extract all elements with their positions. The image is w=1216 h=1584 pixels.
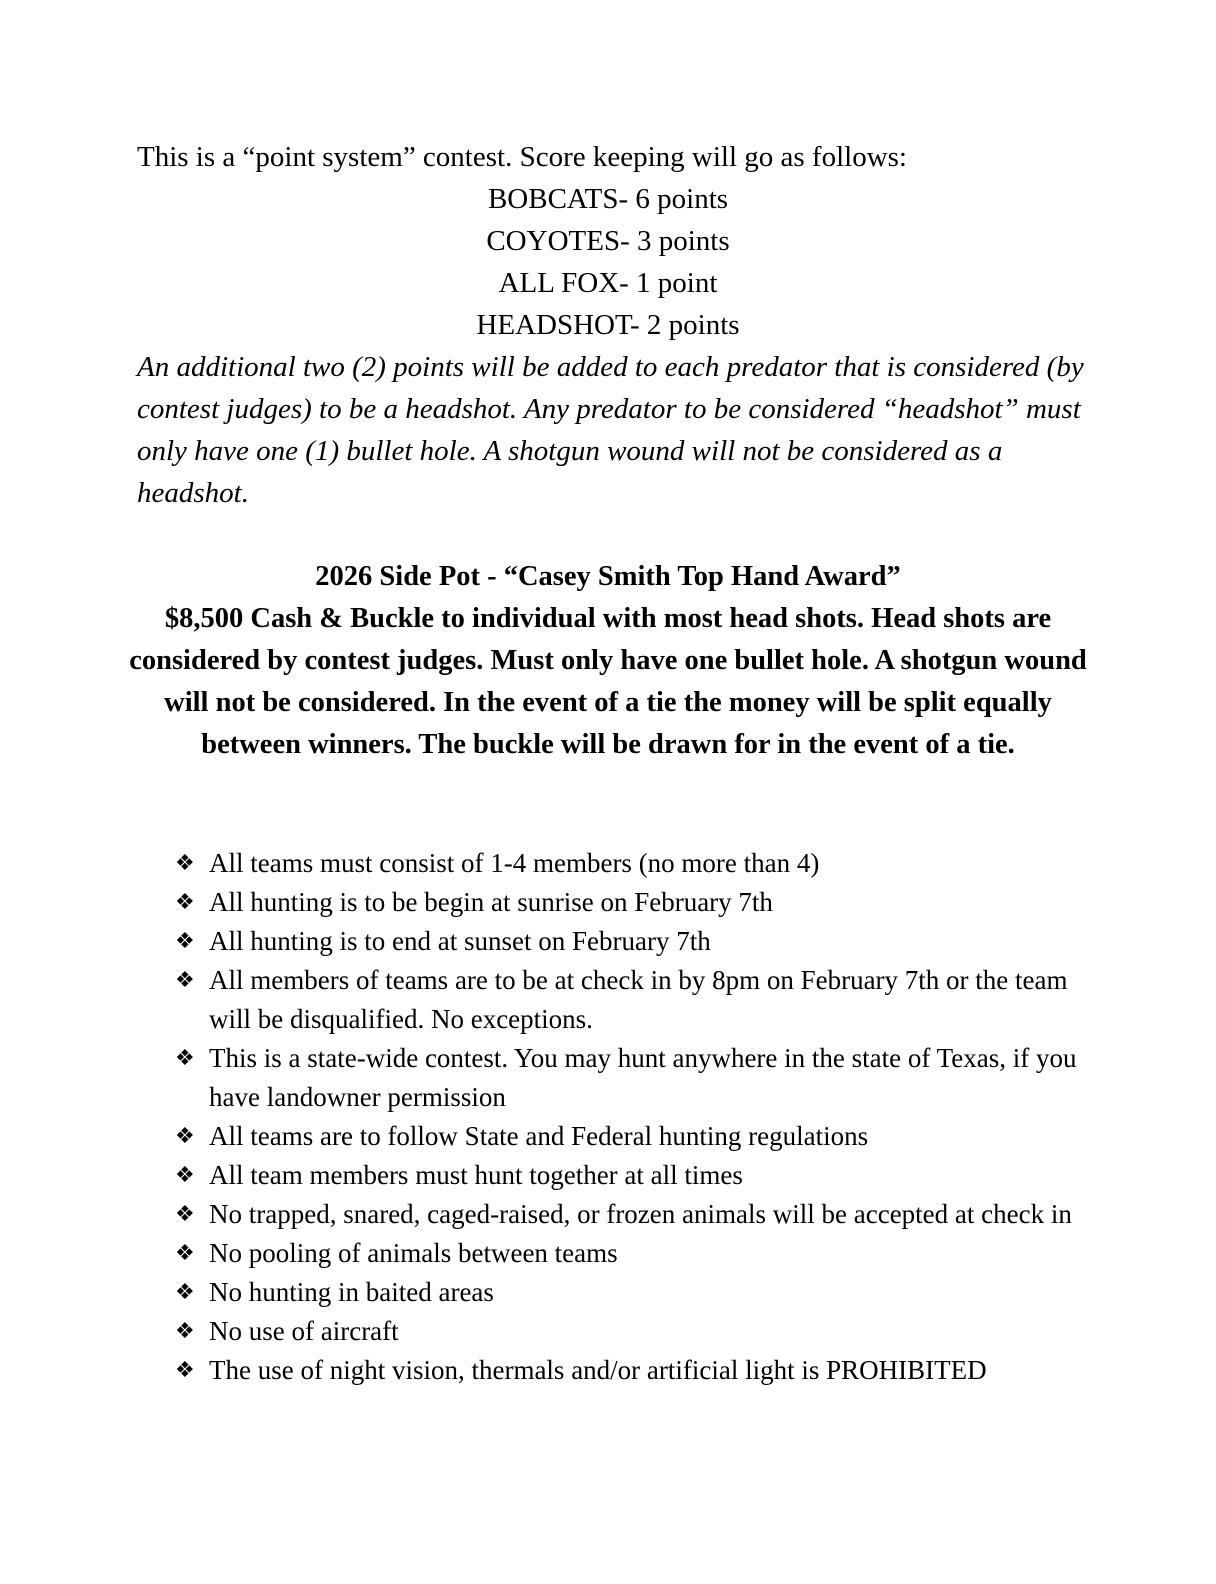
- score-line-headshot: HEADSHOT- 2 points: [476, 309, 740, 341]
- side-pot-title: 2026 Side Pot - “Casey Smith Top Hand Award”: [315, 561, 901, 592]
- rule-text: All hunting is to end at sunset on February 7th: [209, 926, 711, 956]
- list-item: [175, 961, 1095, 1039]
- score-line-coyotes: COYOTES- 3 points: [486, 225, 730, 257]
- list-item: [175, 844, 1095, 883]
- rule-text: No trapped, snared, caged-raised, or frozen animals will be accepted at check in: [209, 1199, 1072, 1229]
- list-item: [175, 922, 1095, 961]
- rule-text: No use of aircraft: [209, 1316, 399, 1346]
- diamond-bullet-icon: ❖: [175, 1319, 195, 1344]
- diamond-bullet-icon: ❖: [175, 1046, 195, 1071]
- list-item: [175, 1195, 1095, 1234]
- side-pot-section: [120, 556, 1096, 766]
- diamond-bullet-icon: ❖: [175, 1124, 195, 1149]
- diamond-bullet-icon: ❖: [175, 968, 195, 993]
- diamond-bullet-icon: ❖: [175, 1280, 195, 1305]
- list-item: [175, 1039, 1095, 1117]
- headshot-note: An additional two (2) points will be added to each predator that is considered (by contest judges) to be a headshot. Any predator to be considered “headshot” must only have one (1) bullet hole. A shotgun wound will not be considered as a headshot.: [137, 351, 1084, 509]
- score-list: [0, 178, 1216, 346]
- score-line-fox: ALL FOX- 1 point: [498, 267, 718, 299]
- list-item: [175, 1234, 1095, 1273]
- rule-text: All teams are to follow State and Federal hunting regulations: [209, 1121, 869, 1151]
- list-item: [175, 1117, 1095, 1156]
- rules-list: [175, 844, 1095, 1390]
- rule-text: All hunting is to be begin at sunrise on February 7th: [209, 887, 773, 917]
- rule-text: All team members must hunt together at all times: [209, 1160, 743, 1190]
- diamond-bullet-icon: ❖: [175, 851, 195, 876]
- diamond-bullet-icon: ❖: [175, 1358, 195, 1383]
- list-item: [175, 1312, 1095, 1351]
- rule-text: No pooling of animals between teams: [209, 1238, 618, 1268]
- list-item: [175, 1351, 1095, 1390]
- diamond-bullet-icon: ❖: [175, 1241, 195, 1266]
- list-item: [175, 1156, 1095, 1195]
- diamond-bullet-icon: ❖: [175, 1163, 195, 1188]
- rule-text: This is a state-wide contest. You may hunt anywhere in the state of Texas, if you have landowner permission: [209, 1043, 1077, 1112]
- intro-text: This is a “point system” contest. Score keeping will go as follows:: [137, 141, 907, 173]
- list-item: [175, 1273, 1095, 1312]
- rule-text: No hunting in baited areas: [209, 1277, 494, 1307]
- rule-text: All teams must consist of 1-4 members (no more than 4): [209, 848, 820, 878]
- diamond-bullet-icon: ❖: [175, 890, 195, 915]
- side-pot-body: $8,500 Cash & Buckle to individual with most head shots. Head shots are considered by contest judges. Must only have one bullet hole. A shotgun wound will not be considered. In the event of a tie the money will be split equally between winners. The buckle will be drawn for in the event of a tie.: [129, 603, 1087, 760]
- diamond-bullet-icon: ❖: [175, 1202, 195, 1227]
- rule-text: The use of night vision, thermals and/or artificial light is PROHIBITED: [209, 1355, 987, 1385]
- list-item: [175, 883, 1095, 922]
- rule-text: All members of teams are to be at check in by 8pm on February 7th or the team will be disqualified. No exceptions.: [209, 965, 1068, 1034]
- score-line-bobcats: BOBCATS- 6 points: [487, 183, 729, 215]
- diamond-bullet-icon: ❖: [175, 929, 195, 954]
